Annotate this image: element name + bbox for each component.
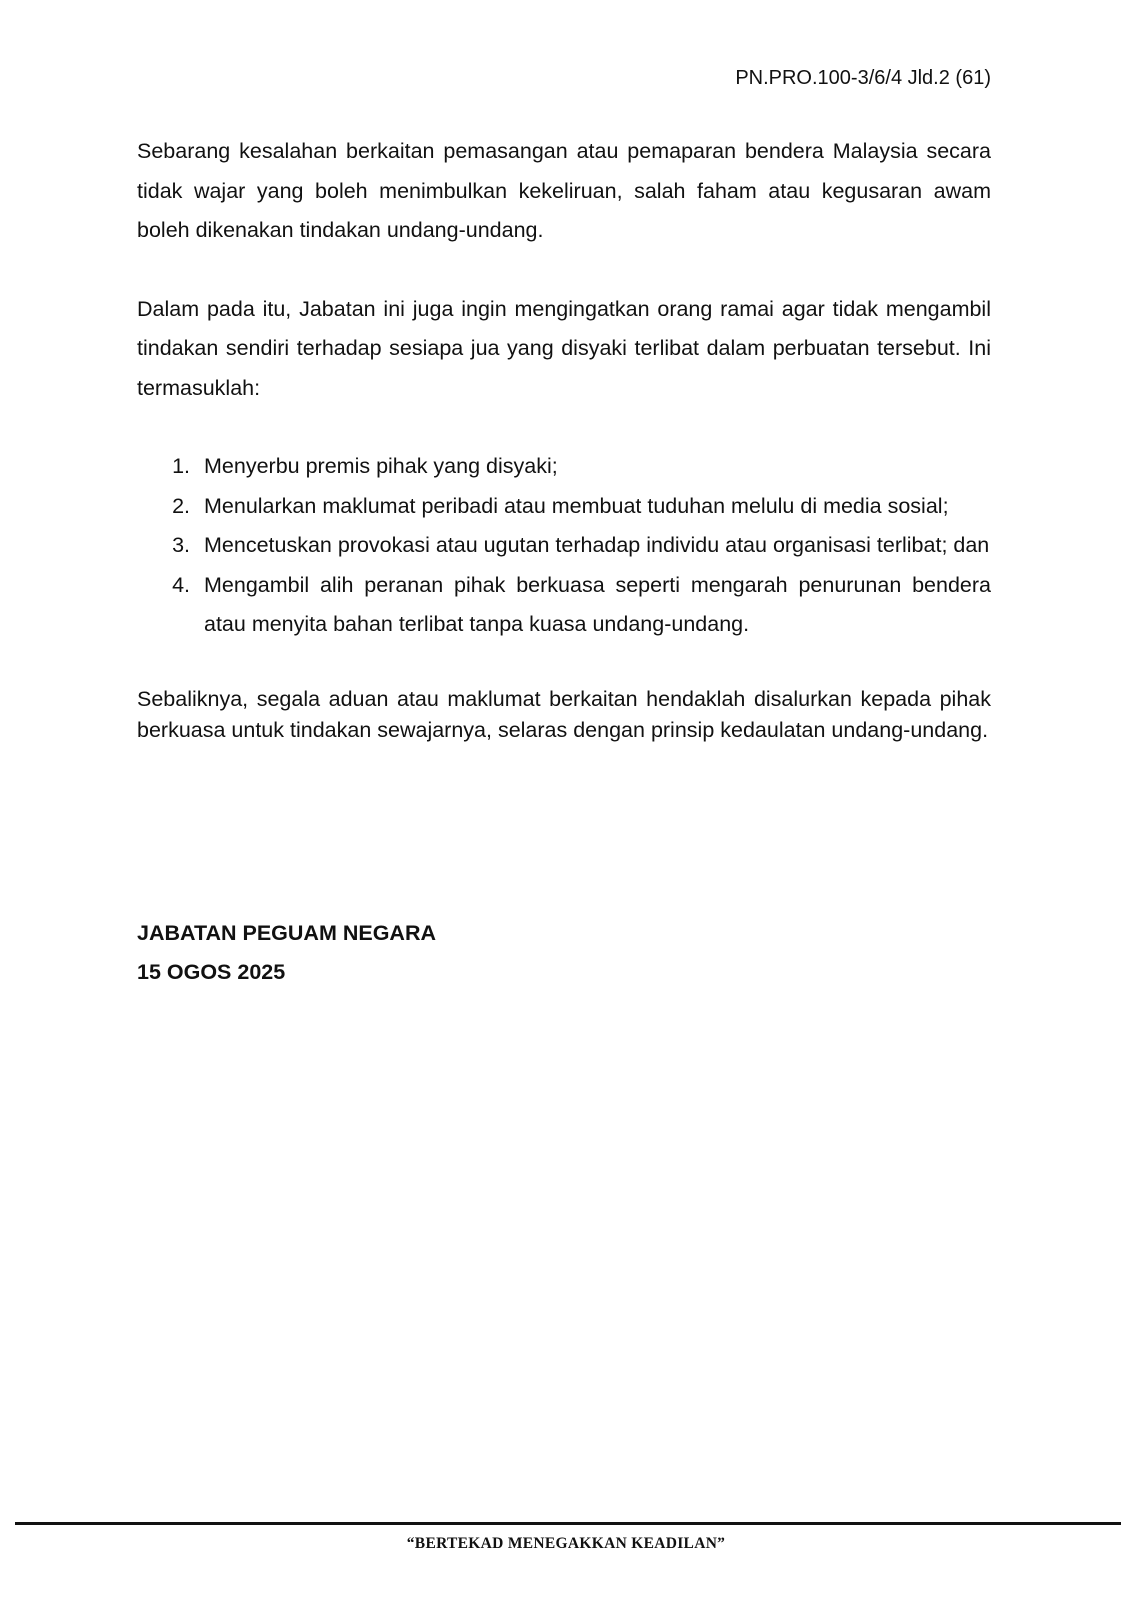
list-item [137, 526, 991, 566]
paragraph-offence-warning: Sebarang kesalahan berkaitan pemasangan atau pemaparan bendera Malaysia secara tidak wajar yang boleh menimbulkan kekeliruan, salah faham atau kegusaran awam boleh dikenakan tindakan undang-undang. [137, 139, 991, 242]
list-item-number: 2. [172, 493, 190, 518]
list-item-text: Mencetuskan provokasi atau ugutan terhadap individu atau organisasi terlibat; dan [204, 533, 990, 557]
footer-divider [15, 1522, 1121, 1525]
paragraph-channel-complaints: Sebaliknya, segala aduan atau maklumat berkaitan hendaklah disalurkan kepada pihak berkuasa untuk tindakan sewajarnya, selaras dengan prinsip kedaulatan undang-undang. [137, 686, 991, 742]
list-item [137, 447, 991, 487]
signature-date: 15 OGOS 2025 [137, 960, 286, 984]
list-item [137, 566, 991, 645]
reference-number: PN.PRO.100-3/6/4 Jld.2 (61) [735, 67, 991, 89]
signature-block [137, 914, 436, 992]
footer-motto: “BERTEKAD MENEGAKKAN KEADILAN” [406, 1535, 726, 1552]
prohibited-actions-list [137, 447, 991, 645]
list-item-number: 4. [172, 572, 190, 597]
list-item-text: Menyerbu premis pihak yang disyaki; [204, 454, 558, 478]
paragraph-public-reminder: Dalam pada itu, Jabatan ini juga ingin mengingatkan orang ramai agar tidak mengambil tindakan sendiri terhadap sesiapa jua yang disyaki terlibat dalam perbuatan tersebut. Ini termasuklah: [137, 296, 991, 400]
signature-organization: JABATAN PEGUAM NEGARA [137, 921, 437, 945]
list-item-text: Menularkan maklumat peribadi atau membuat tuduhan melulu di media sosial; [204, 493, 949, 518]
list-item-number: 3. [172, 533, 190, 557]
list-item-number: 1. [172, 454, 190, 478]
document-body [137, 132, 991, 746]
list-item-text: Mengambil alih peranan pihak berkuasa seperti mengarah penurunan bendera atau menyita bahan terlibat tanpa kuasa undang-undang. [204, 572, 991, 636]
list-item [137, 487, 991, 527]
